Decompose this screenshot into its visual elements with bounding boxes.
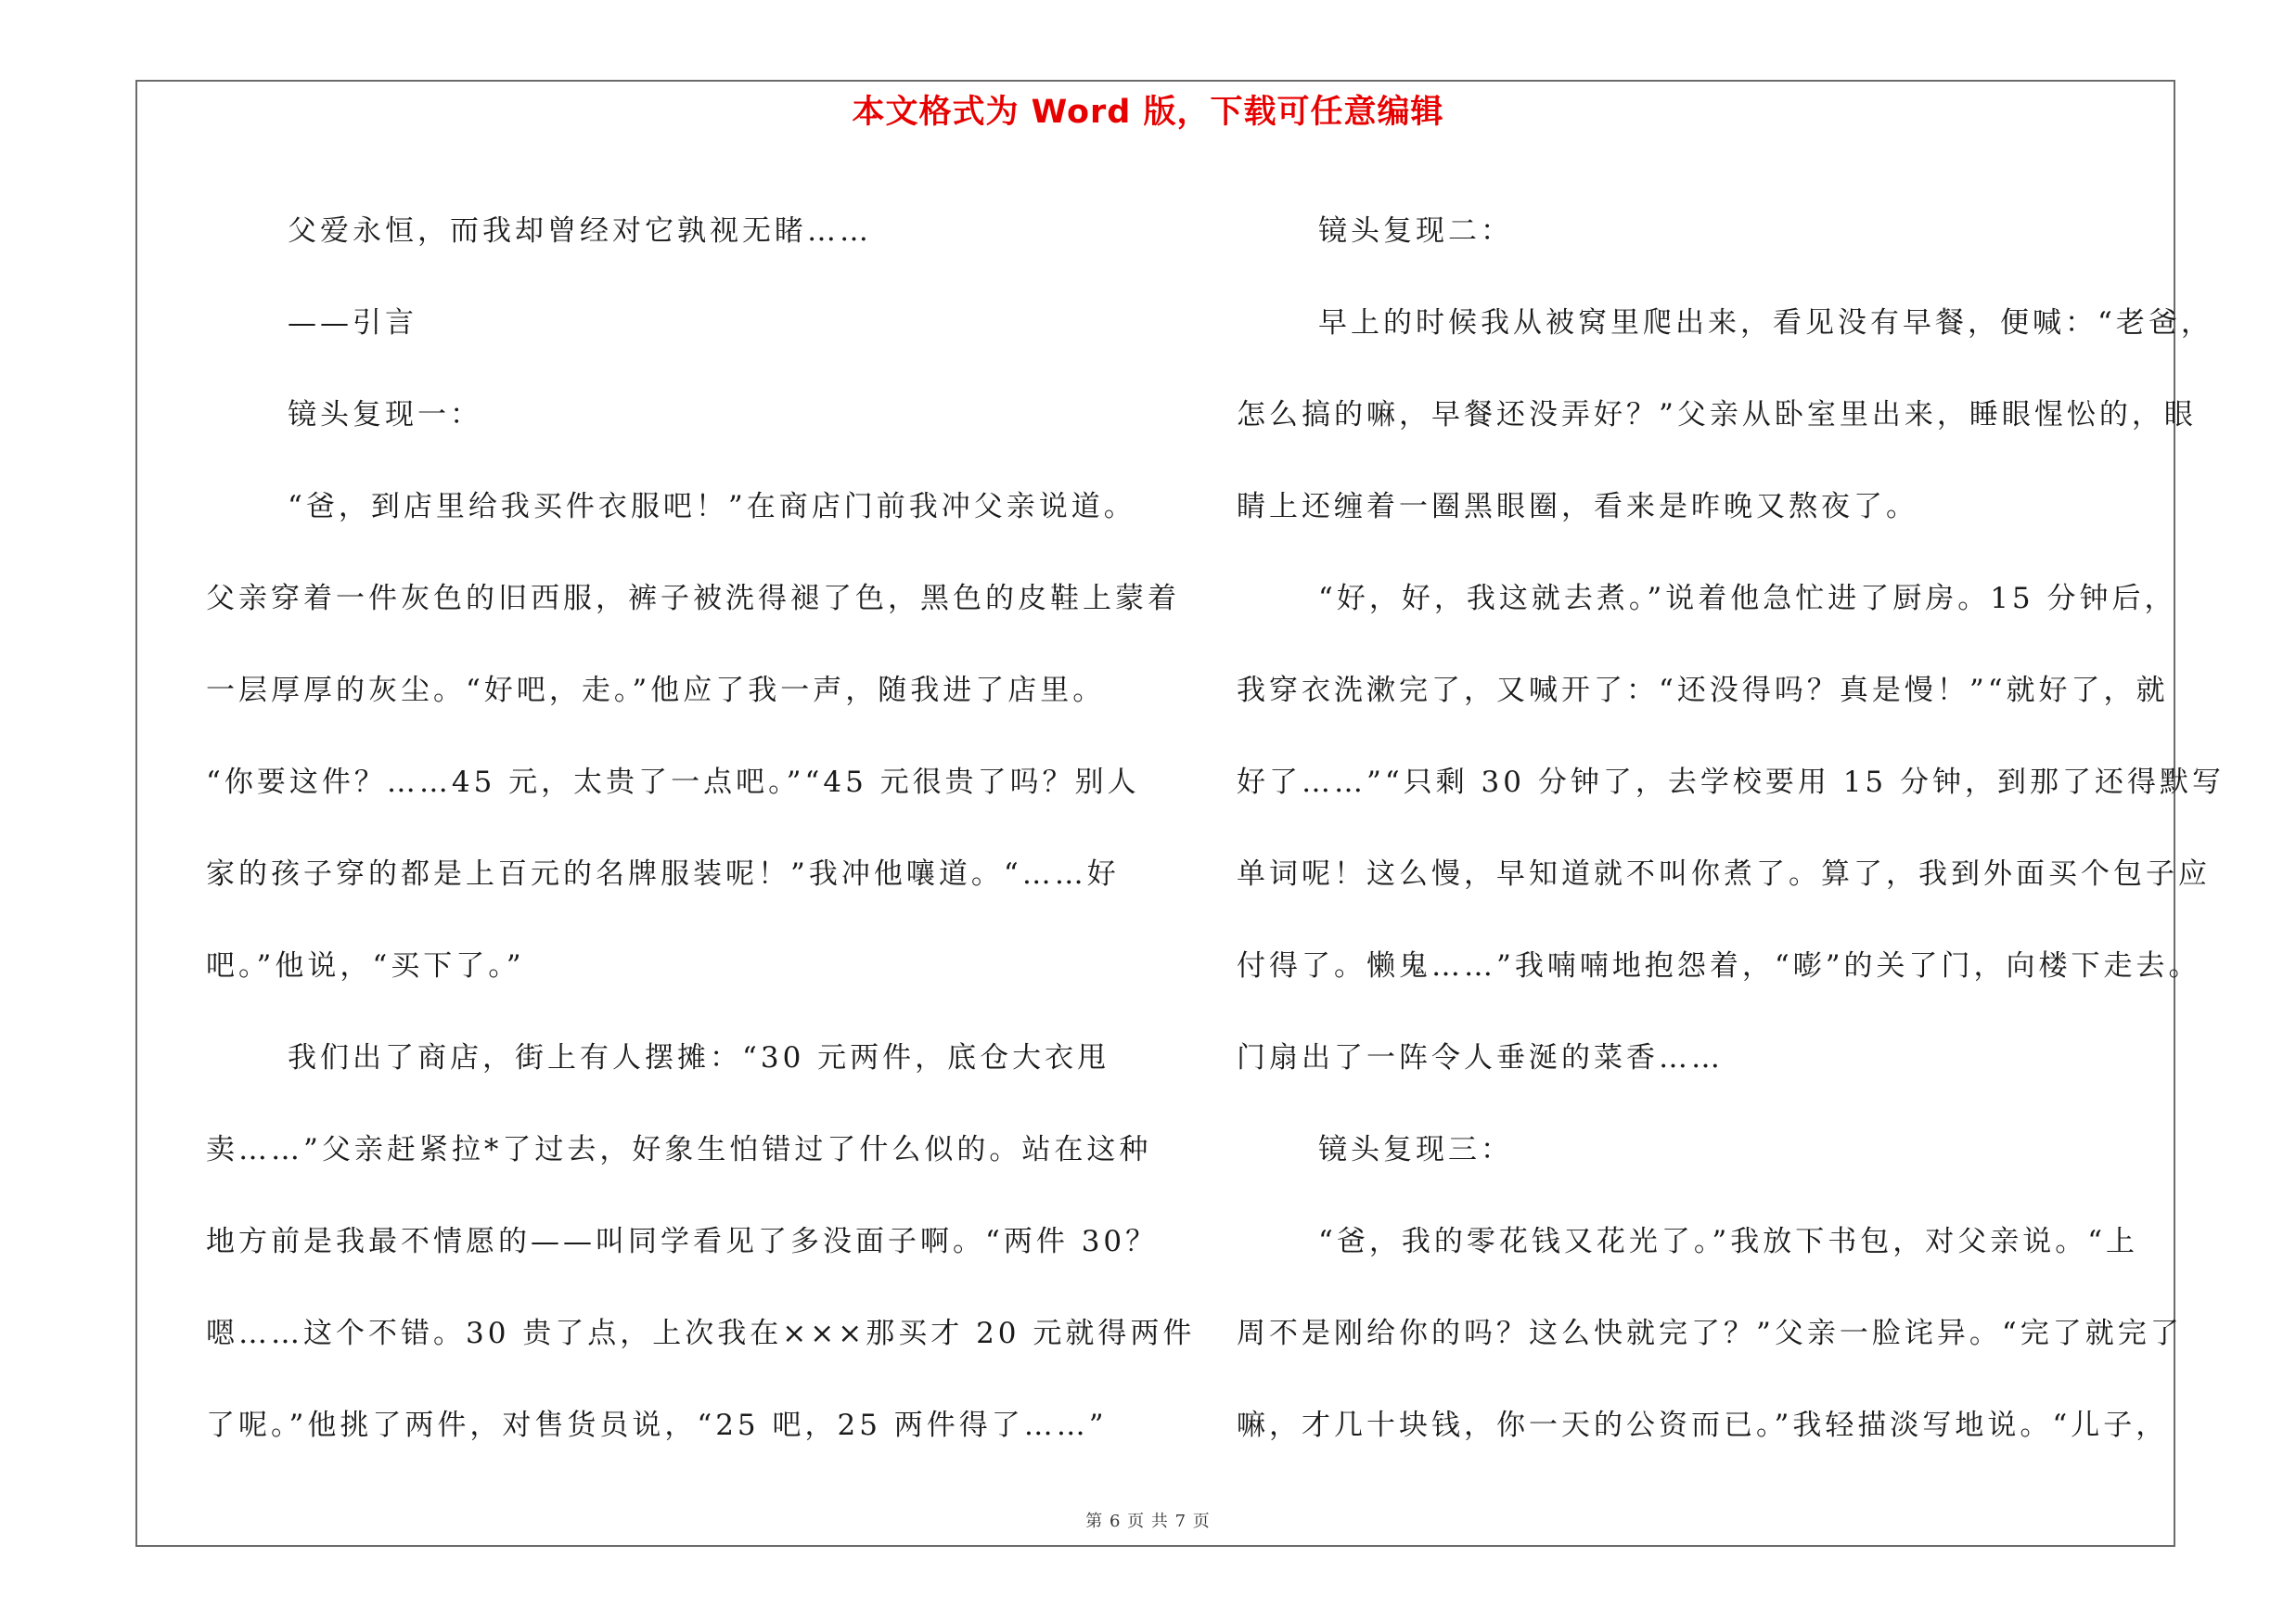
text-line: 嗯……这个不错。30 贵了点，上次我在×××那买才 20 元就得两件 <box>206 1317 1196 1350</box>
text-line: 睛上还缠着一圈黑眼圈，看来是昨晚又熬夜了。 <box>1237 490 1918 523</box>
edit-notice-banner: 本文格式为 Word 版，下载可任意编辑 <box>852 94 1444 131</box>
text-line: “爸，我的零花钱又花光了。”我放下书包，对父亲说。“上 <box>1318 1225 2139 1258</box>
text-line: 付得了。懒鬼……”我喃喃地抱怨着，“嘭”的关了门，向楼下走去。 <box>1237 949 2201 983</box>
text-line: 一层厚厚的灰尘。“好吧，走。”他应了我一声，随我进了店里。 <box>206 674 1106 707</box>
text-line: 怎么搞的嘛，早餐还没弄好？”父亲从卧室里出来，睡眼惺忪的，眼 <box>1237 398 2197 432</box>
text-line: 门扇出了一阵令人垂涎的菜香…… <box>1237 1041 1724 1075</box>
page-number-footer: 第 6 页 共 7 页 <box>1085 1512 1211 1531</box>
text-line: 父爱永恒，而我却曾经对它孰视无睹…… <box>288 214 872 248</box>
text-line: 周不是刚给你的吗？这么快就完了？”父亲一脸诧异。“完了就完了 <box>1237 1317 2183 1350</box>
text-line: 镜头复现三： <box>1318 1133 1513 1166</box>
text-line: 我们出了商店，街上有人摆摊：“30 元两件，底仓大衣甩 <box>288 1041 1110 1075</box>
text-line: 地方前是我最不情愿的——叫同学看见了多没面子啊。“两件 30？ <box>206 1225 1159 1258</box>
text-line: “爸，到店里给我买件衣服吧！”在商店门前我冲父亲说道。 <box>288 490 1136 523</box>
text-line: 了呢。”他挑了两件，对售货员说，“25 吧，25 两件得了……” <box>206 1409 1108 1442</box>
text-line: 家的孩子穿的都是上百元的名牌服装呢！”我冲他嚷道。“……好 <box>206 857 1120 891</box>
text-line: 我穿衣洗漱完了，又喊开了：“还没得吗？真是慢！”“就好了，就 <box>1237 674 2169 707</box>
text-line: 嘛，才几十块钱，你一天的公资而已。”我轻描淡写地说。“儿子， <box>1237 1409 2169 1442</box>
text-line: “你要这件？……45 元，太贵了一点吧。”“45 元很贵了吗？别人 <box>206 766 1140 799</box>
text-line: 好了……”“只剩 30 分钟了，去学校要用 15 分钟，到那了还得默写 <box>1237 766 2225 799</box>
text-line: “好，好，我这就去煮。”说着他急忙进了厨房。15 分钟后， <box>1318 582 2177 615</box>
text-line: 单词呢！这么慢，早知道就不叫你煮了。算了，我到外面买个包子应 <box>1237 857 2211 891</box>
text-line: 卖……”父亲赶紧拉*了过去，好象生怕错过了什么似的。站在这种 <box>206 1133 1152 1166</box>
text-line: 镜头复现二： <box>1318 214 1513 248</box>
text-line: 吧。”他说，“买下了。” <box>206 949 525 983</box>
text-line: 镜头复现一： <box>288 398 482 432</box>
text-line: ——引言 <box>288 306 417 340</box>
text-line: 早上的时候我从被窝里爬出来，看见没有早餐，便喊：“老爸， <box>1318 306 2213 340</box>
text-line: 父亲穿着一件灰色的旧西服，裤子被洗得褪了色，黑色的皮鞋上蒙着 <box>206 582 1180 615</box>
